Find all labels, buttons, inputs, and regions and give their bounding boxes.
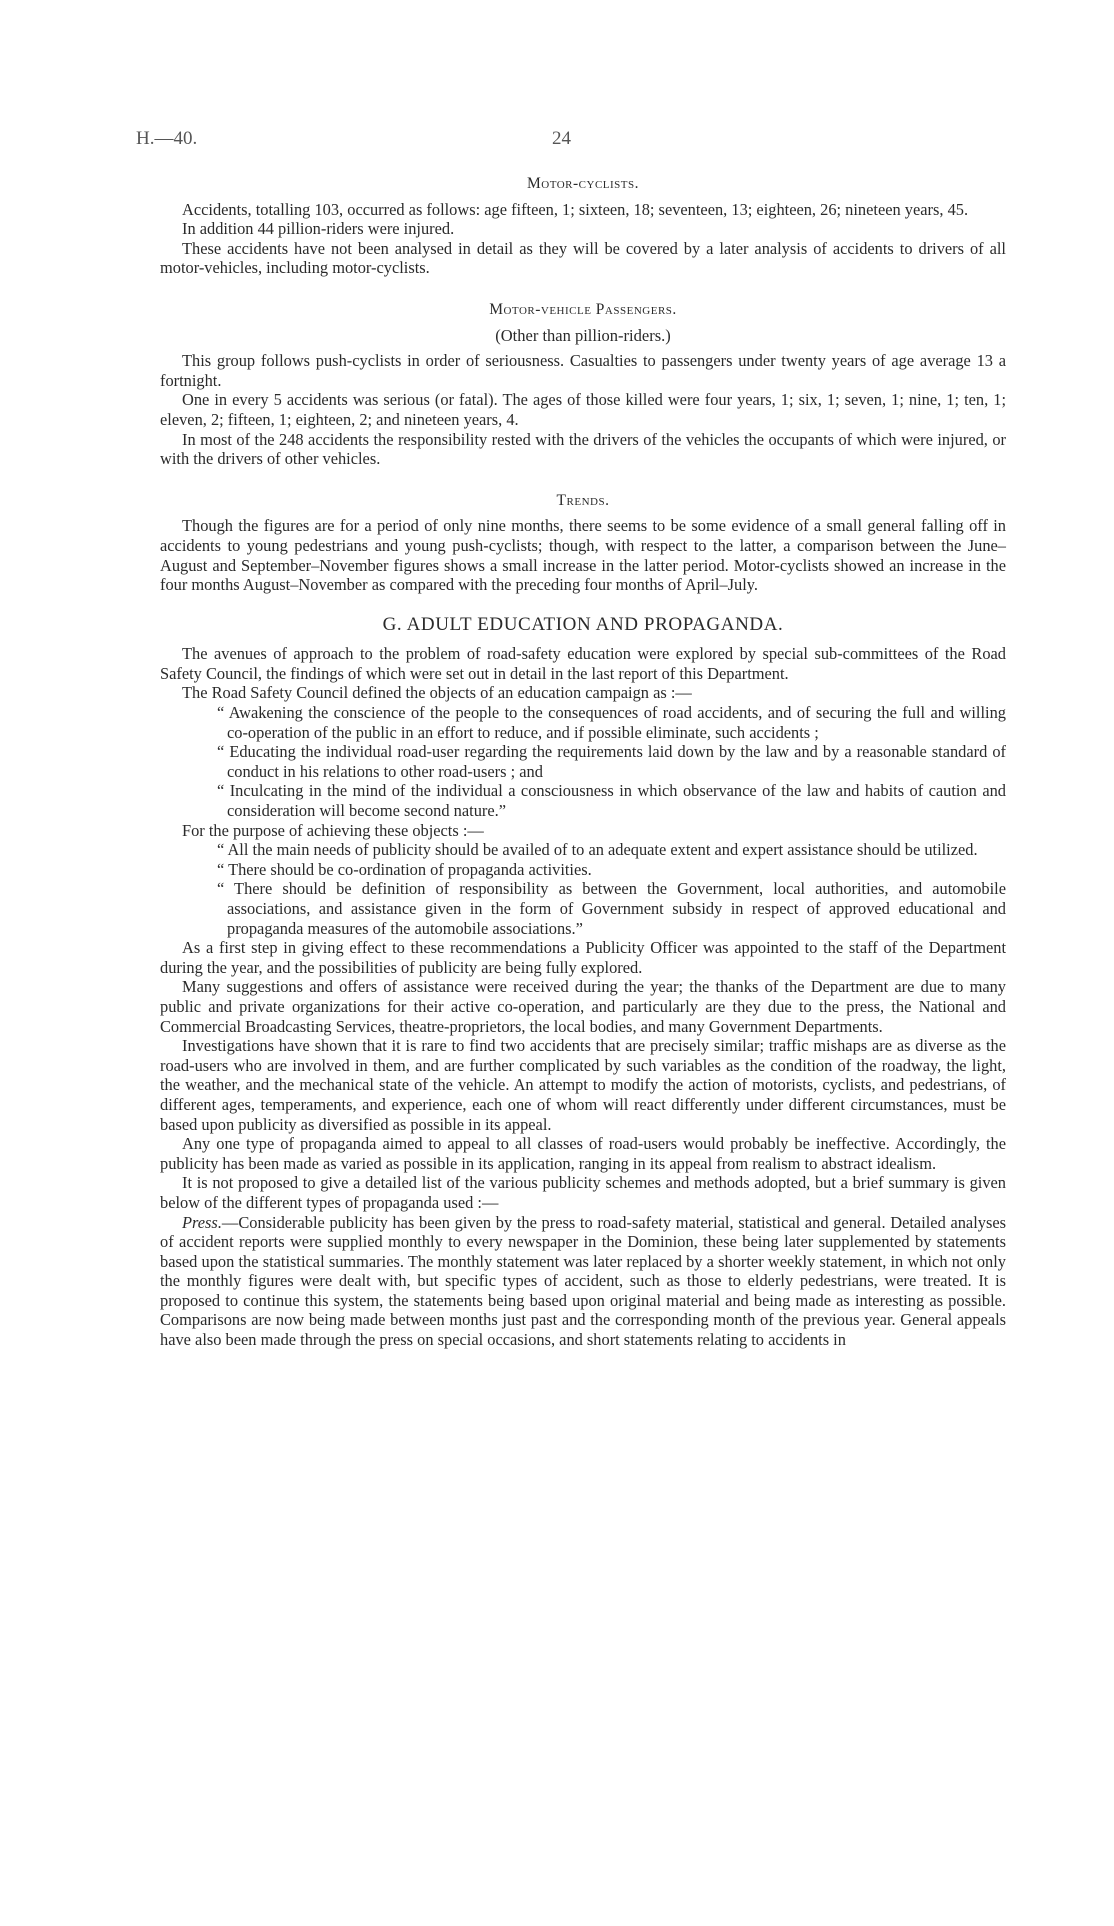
paragraph: Any one type of propaganda aimed to appeal to all classes of road-users would probably be ineffective. Accordingly, the publicity has been made as varied as possible in its application, ranging in its appeal from realism to abstract idealism. [160, 1134, 1006, 1173]
quoted-object: “ Awakening the conscience of the people to the consequences of road accidents, and of securing the full and willing co-operation of the public in an effort to reduce, and if possible eliminate, such accidents ; [217, 703, 1006, 742]
paragraph: Accidents, totalling 103, occurred as follows: age fifteen, 1; sixteen, 18; seventeen, 13; eighteen, 26; nineteen years, 45. [182, 199, 969, 219]
paragraph-press [160, 1213, 1006, 1350]
section-heading-motor-cyclists: Motor-cyclists. [526, 175, 640, 192]
quoted-object: “ Inculcating in the mind of the individual a consciousness in which observance of the law and habits of caution and consideration will become second nature.” [217, 781, 1006, 821]
paragraph: It is not proposed to give a detailed list of the various publicity schemes and methods adopted, but a brief summary is given below of the different types of propaganda used :— [160, 1173, 1006, 1212]
press-text: —Considerable publicity has been given by the press to road-safety material, statistical and general. Detailed analyses of accident reports were supplied monthly to every newspaper in the Dominion, these being later supplemented by statements based upon the statistical summaries. The monthly statement was later replaced by a shorter weekly statement, in which not only the monthly figures were dealt with, but specific types of accident, such as those to elderly pedestrians, were treated. It is proposed to continue this system, the statements being based upon original material and being made as interesting as possible. Comparisons are now being made between months just past and the corresponding month of the previous year. General appeals have also been made through the press on special occasions, and short statements relating to accidents in [160, 1212, 1006, 1350]
section-heading-adult-education: G. ADULT EDUCATION AND PROPAGANDA. [382, 613, 784, 635]
quoted-purpose: “ There should be co-ordination of propaganda activities. [217, 859, 592, 879]
paragraph: This group follows push-cyclists in order of seriousness. Casualties to passengers under twenty years of age average 13 a fortnight. [160, 351, 1006, 390]
paragraph: For the purpose of achieving these objects :— [182, 820, 484, 840]
paragraph: These accidents have not been analysed in detail as they will be covered by a later analysis of accidents to drivers of all motor-vehicles, including motor-cyclists. [160, 238, 1006, 278]
paragraph: Investigations have shown that it is rare to find two accidents that are precisely similar; traffic mishaps are as diverse as the road-users who are involved in them, and are further complicated by such variables as the condition of the roadway, the light, the weather, and the mechanical state of the vehicle. An attempt to modify the action of motorists, cyclists, and pedestrians, of different ages, temperaments, and experience, each one of whom will react differently under different circumstances, must be based upon publicity as diversified as possible in its appeal. [160, 1036, 1006, 1134]
press-label: Press. [182, 1212, 222, 1232]
section-heading-trends: Trends. [556, 491, 610, 509]
quoted-object: “ Educating the individual road-user regarding the requirements laid down by the law and by a reasonable standard of conduct in his relations to other road-users ; and [217, 742, 1006, 781]
page-body [160, 170, 1006, 1350]
document-reference: H.—40. [136, 128, 198, 149]
paragraph: The Road Safety Council defined the objects of an education campaign as :— [182, 683, 692, 703]
paragraph: In addition 44 pillion-riders were injured. [182, 219, 455, 239]
section-heading-motor-vehicle-passengers: Motor-vehicle Passengers. [489, 300, 677, 318]
quoted-purpose: “ There should be definition of responsibility as between the Government, local authorities, and automobile associations, and assistance given in the form of Government subsidy in respect of approved educational and propaganda measures of the automobile associations.” [217, 879, 1006, 938]
quoted-purpose: “ All the main needs of publicity should be availed of to an adequate extent and expert assistance should be utilized. [217, 840, 978, 860]
paragraph: Many suggestions and offers of assistance were received during the year; the thanks of the Department are due to many public and private organizations for their active co-operation, and particularly are they due to the press, the National and Commercial Broadcasting Services, theatre-proprietors, the local bodies, and many Government Departments. [160, 977, 1006, 1036]
section-subheading: (Other than pillion-riders.) [495, 325, 671, 345]
paragraph: The avenues of approach to the problem of road-safety education were explored by special sub-committees of the Road Safety Council, the findings of which were set out in detail in the last report of this Department. [160, 644, 1006, 683]
paragraph: Though the figures are for a period of only nine months, there seems to be some evidence of a small general falling off in accidents to young pedestrians and young push-cyclists; though, with respect to the latter, a comparison between the June–August and September–November figures shows a small increase in the latter period. Motor-cyclists showed an increase in the four months August–November as compared with the preceding four months of April–July. [160, 516, 1006, 595]
paragraph: In most of the 248 accidents the responsibility rested with the drivers of the vehicles the occupants of which were injured, or with the drivers of other vehicles. [160, 429, 1006, 469]
page-number: 24 [552, 128, 571, 149]
paragraph: As a first step in giving effect to these recommendations a Publicity Officer was appointed to the staff of the Department during the year, and the possibilities of publicity are being fully explored. [160, 938, 1006, 977]
paragraph: One in every 5 accidents was serious (or fatal). The ages of those killed were four years, 1; six, 1; seven, 1; nine, 1; ten, 1; eleven, 2; fifteen, 1; eighteen, 2; and nineteen years, 4. [160, 390, 1006, 429]
